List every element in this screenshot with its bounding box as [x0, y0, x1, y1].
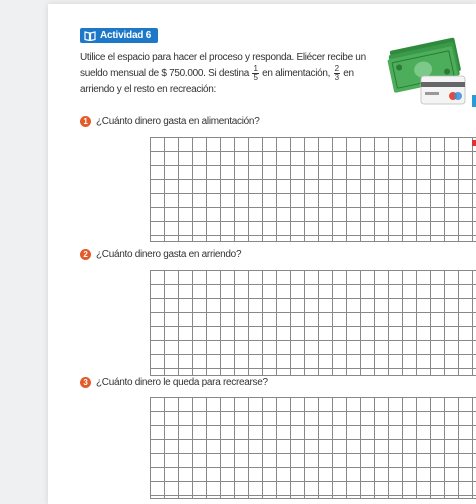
fraction-one-fifth [252, 65, 258, 82]
question-number-1: 1 [80, 116, 91, 127]
question-2-text: ¿Cuánto dinero gasta en arriendo? [96, 249, 242, 260]
question-number-3: 3 [80, 377, 91, 388]
activity-label: Actividad 6 [100, 30, 152, 41]
question-3 [80, 377, 268, 388]
question-1-text: ¿Cuánto dinero gasta en alimentación? [96, 116, 260, 127]
answer-grid-1[interactable] [150, 137, 476, 242]
question-number-2: 2 [80, 249, 91, 260]
instructions-text [80, 50, 370, 97]
intro-part-2: en alimentación, [262, 68, 331, 80]
money-and-card-icon [383, 34, 467, 109]
answer-grid-3[interactable] [150, 397, 476, 499]
page-edge-tab [472, 95, 476, 107]
worksheet-page [48, 4, 476, 504]
activity-badge [80, 28, 158, 43]
fraction-numerator: 2 [334, 64, 339, 73]
fraction-two-thirds [334, 65, 340, 82]
question-3-text: ¿Cuánto dinero le queda para recrearse? [96, 377, 268, 388]
fraction-numerator: 1 [253, 64, 258, 73]
intro-part-3: en arriendo y el resto en recreación: [80, 68, 354, 95]
question-1 [80, 116, 259, 127]
fraction-denominator: 3 [334, 73, 339, 82]
question-2 [80, 249, 241, 260]
fraction-denominator: 5 [253, 73, 258, 82]
answer-grid-2[interactable] [150, 270, 476, 376]
page-edge-marker [472, 140, 476, 146]
intro-part-1: Utilice el espacio para hacer el proceso y responda. Eliécer recibe un sueldo mensual de $ 750.000. Si destina [80, 52, 366, 80]
book-icon [84, 31, 96, 41]
